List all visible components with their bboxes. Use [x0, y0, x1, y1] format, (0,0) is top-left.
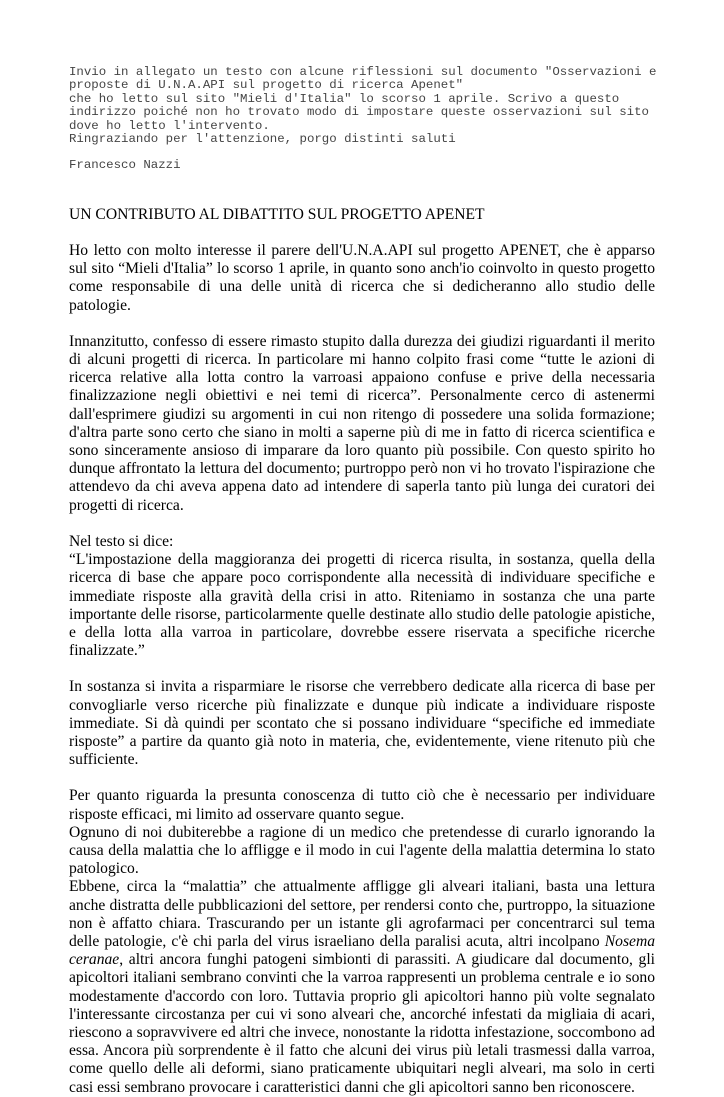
paragraph-5b: Ognuno di noi dubiterebbe a ragione di un medico che pretendesse di curarlo ignorando la causa della malattia che lo affligge e il modo in cui l'agente della malattia determina lo stato patologico.	[69, 823, 655, 878]
email-line: che ho letto sul sito "Mieli d'Italia" lo scorso 1 aprile. Scrivo a questo	[69, 91, 620, 106]
email-line: Invio in allegato un testo con alcune riflessioni sul documento "Osservazioni e	[69, 65, 657, 79]
paragraph-5c-text: , altri ancora funghi patogeni simbionti di parassiti. A giudicare dal documento, gli apicoltori italiani sembrano convinti che la varroa rappresenti un problema centrale e io sono modestamente d'accordo con loro. Tuttavia proprio gli apicoltori hanno più volte segnalato l'interessante circostanza per cui vi sono alveari che, ancorché infestati da migliaia di acari, riescono a sopravvivere ed altri che invece, nonostante la ridotta infestazione, soccombono ad essa. Ancora più sorprendente è il fatto che alcuni dei virus più letali trasmessi dalla varroa, come quello delle ali deformi, siano praticamente ubiquitari negli alveari, ma solo in certi casi essi sembrano provocare i caratteristici danni che gli apicoltori sanno ben riconoscere.	[69, 951, 655, 1096]
email-line: dove ho letto l'intervento.	[69, 118, 270, 133]
paragraph-3-intro: Nel testo si dice:	[69, 532, 174, 550]
email-header	[69, 66, 655, 173]
article-title: UN CONTRIBUTO AL DIBATTITO SUL PROGETTO APENET	[69, 205, 485, 223]
email-line: Ringraziando per l'attenzione, porgo distinti saluti	[69, 132, 456, 147]
article-body	[69, 206, 655, 1097]
paragraph-4: In sostanza si invita a risparmiare le risorse che verrebbero dedicate alla ricerca di base per convogliarle verso ricerche più finalizzate e dunque più indicate a individuare risposte immediate. Si dà quindi per scontato che si possano individuare “specifiche ed immediate risposte” a partire da quanto già noto in materia, che, evidentemente, viene ritenuto più che sufficiente.	[69, 678, 655, 769]
paragraph-1: Ho letto con molto interesse il parere dell'U.N.A.API sul progetto APENET, che è apparso sul sito “Mieli d'Italia” lo scorso 1 aprile, in quanto sono anch'io coinvolto in questo progetto come responsabile di una delle unità di ricerca che si dedicheranno allo studio delle patologie.	[69, 242, 655, 314]
paragraph-5c	[69, 878, 655, 1096]
paragraph-5c-text: Ebbene, circa la “malattia” che attualmente affligge gli alveari italiani, basta una lettura anche distratta delle pubblicazioni del settore, per rendersi conto che, purtroppo, la situazione non è affatto chiara. Trascurando per un istante gli agrofarmaci per concentrarci sul tema delle patologie, c'è chi parla del virus israeliano della paralisi acuta, altri incolpano	[69, 878, 655, 950]
email-line: proposte di U.N.A.API sul progetto di ricerca Apenet"	[69, 78, 464, 93]
document-page	[69, 66, 655, 1097]
paragraph-2: Innanzitutto, confesso di essere rimasto stupito dalla durezza dei giudizi riguardanti il merito di alcuni progetti di ricerca. In particolare mi hanno colpito frasi come “tutte le azioni di ricerca relative alla lotta contro la varroasi appaiono confuse e prive della necessaria finalizzazione negli obiettivi e nei temi di ricerca”. Personalmente cerco di astenermi dall'esprimere giudizi su argomenti in cui non ritengo di possedere una solida formazione; d'altra parte sono certo che siano in molti a saperne più di me in fatto di ricerca scientifica e sono sinceramente ansioso di imparare da loro quanto più possibile. Con questo spirito ho dunque affrontato la lettura del documento; purtroppo però non vi ho trovato l'ispirazione che attendevo da chi aveva appena dato ad intendere di saperla tanto più lunga dei curatori dei progetti di ricerca.	[69, 332, 655, 514]
email-signature: Francesco Nazzi	[69, 158, 181, 173]
email-line: indirizzo poiché non ho trovato modo di impostare queste osservazioni sul sito	[69, 105, 649, 120]
quoted-passage: “L'impostazione della maggioranza dei progetti di ricerca risulta, in sostanza, quella della ricerca di base che appare poco corrispondente alla necessità di individuare specifiche e immediate risposte alla gravità della crisi in atto. Riteniamo in sostanza che una parte importante delle risorse, particolarmente quelle destinate allo studio delle patologie apistiche, e della lotta alla varroa in particolare, dovrebbe essere riservata a specifiche ricerche finalizzate.”	[69, 551, 655, 660]
species-name: Nosema ceranae	[69, 932, 655, 969]
paragraph-5a: Per quanto riguarda la presunta conoscenza di tutto ciò che è necessario per individuare risposte efficaci, mi limito ad osservare quanto segue.	[69, 787, 655, 823]
